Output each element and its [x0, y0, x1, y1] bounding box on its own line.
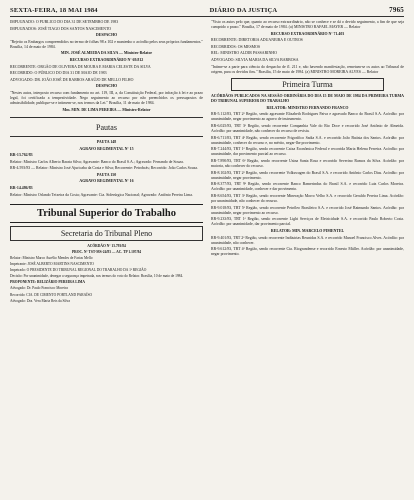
paragraph: ADVOGADO: SILVIA MARIA DA SILVA BARBOSA — [211, 58, 299, 63]
paragraph: "Nestes autos, interposto recurso com fundamento no art. 119, III, a, da Constituição Federal, por infração à lei e ao prazo legal, foi certificada a tempestividade. Nego seguimento ao recurso por não preenchidos os pressupostos de admissibilidade, publique-se e intimem-se, nos termos da Lei." Brasília, 11 de maio de 1984. — [10, 91, 203, 106]
turma-title: Primeira Turma — [231, 78, 384, 91]
paragraph: "Intime-se a parte para ciência do despacho de fl. 211 e, não havendo manifestação, remetam-se os autos ao Tribunal de origem, para os devidos fins." Brasília, 15 de maio de 1984. (a) MINISTRO MOREIRA ALVES — Relator — [211, 64, 404, 74]
paragraph-heading: PROC. Nº TST-MS-24/83 — AC. TP 1.107/84 — [71, 249, 142, 254]
paragraph: Relator: Ministro Orlando Teixeira da Costa; Agravante: Cia. Siderúrgica Nacional; Agravado: Antônio Pereira Lima. — [10, 192, 193, 197]
paragraph: RECORRENTE: DIRETORIA ADUANEIRA E OUTROS — [211, 38, 303, 43]
paragraph-heading: PAUTA 150 — [96, 172, 117, 177]
list-item: RR-9.612/83, TRT 4ª Região, sendo recorrente Cia. Riograndense e recorrido Ernesto Müller. Acórdão: por unanimidade, negar provimento. — [211, 247, 404, 257]
header-publication: DIÁRIO DA JUSTIÇA — [209, 7, 278, 14]
section-title: Secretaria do Tribunal Pleno — [60, 228, 153, 238]
paragraph: RECORRENTE: ORGÃO DE OLIVEIRA DE MOURA E MARIA CELESTE DA SILVA — [10, 64, 151, 69]
pautas-section — [10, 117, 203, 137]
paragraph: RR-13.762/83 — [10, 153, 33, 158]
signature-line: MIN. JOSÉ ALMEIDA DA SILVA — Ministro-Relator — [60, 51, 153, 56]
paragraph: IMPUGNADO: O PÚBLICO DO DIA 31 DE SETEMBRO DE 1983 — [10, 20, 119, 24]
right-column — [211, 20, 404, 305]
paragraph: ADVOGADO: DR. JOÃO JOSÉ DE BARROS ARAÚJO DE MELLO FILHO — [10, 77, 134, 82]
paragraph: RR-4.593/83 — Relator: Ministro José Ajuricaba da Costa e Silva; Recorrente: Petrobrás; Recorrido: João Carlos Sousa. — [10, 166, 198, 171]
left-column — [10, 20, 203, 305]
list-item: RR-7.244/83, TRT 1ª Região, sendo recorrente Caixa Econômica Federal e recorrida Maria Helena Ferreira. Acórdão: por unanimidade, dar provimento parcial ao recurso. — [211, 147, 404, 157]
section-title: Pautas — [96, 122, 117, 132]
paragraph-heading: RELATOR: MINISTRO FERNANDO FRANCO — [266, 105, 349, 110]
list-item: RR-8.377/83, TRT 9ª Região, sendo recorrente Banco Bamerindus do Brasil S.A. e recorrido Luiz Carlos Moreira. Acórdão: por unanimidade, conhecer e dar provimento. — [211, 182, 404, 192]
header-date: SEXTA-FEIRA, 18 MAI 1984 — [10, 7, 98, 14]
paragraph: Advogado: Dr. Paulo Francisco Moreira — [10, 286, 68, 291]
paragraph: RR-14.486/83 — [10, 186, 33, 191]
paragraph: "Visto os autos pelo que, quanto ao recurso extraordinário, não se conhece e se dá o devido seguimento, a fim de que seja cumprido o prazo." Brasília, 17 de maio de 1984. (a) MINISTRO RAFAEL MAYER — Relator — [211, 20, 404, 30]
list-item: RR-8.102/83, TRT 2ª Região, sendo recorrente Volkswagen do Brasil S.A. e recorrido Antônio Carlos Dias. Acórdão: por unanimidade, negar provimento. — [211, 170, 404, 180]
paragraph: REL: MINISTRO ALDIR PASSARINHO — [211, 51, 277, 56]
header-page-number: 7965 — [389, 6, 404, 14]
paragraph: "Rejeito os Embargos compreendidos no termo de folhas 98 a 102 e mantenho o acórdão pelos seus próprios fundamentos." Brasília, 14 de maio de 1984. — [10, 39, 203, 49]
paragraph: Recorrido: CIA. DE CIMENTO PORTLAND PARAÍSO — [10, 292, 93, 297]
paragraph: IMPUGNADOS: JOSÉ TIAGO DOS SANTOS NASCIMENTO — [10, 26, 112, 31]
list-item: RR-6.025/83, TRT 3ª Região, sendo recorrente Companhia Vale do Rio Doce e recorrido José Antônio de Almeida. Acórdão: por unanimidade, não conhecer do recurso de revista. — [211, 123, 404, 133]
paragraph-heading: DESPACHO — [95, 33, 118, 38]
paragraph-heading: AGRAVO REGIMENTAL Nº 15 — [79, 146, 134, 151]
signature-line: Mm. MIN. DE LIMA PEREIRA — Ministro-Relator — [62, 107, 151, 112]
paragraph: Advogado: Dra. Vera Maria Reis da Silva — [10, 298, 70, 303]
court-title: Tribunal Superior do Trabalho — [10, 204, 203, 223]
paragraph-heading: DESPACHO — [95, 84, 118, 89]
list-item: RR-9.233/83, TRT 1ª Região, sendo recorrente Light Serviços de Eletricidade S.A. e recorrido Paulo Roberto Costa. Acórdão: por unanimidade, dar provimento parcial. — [211, 217, 404, 227]
paragraph: Relator: Ministro Carlos Alberto Barata Silva; Agravante: Banco do Brasil S.A.; Agravado: Fernando de Souza. — [10, 159, 184, 164]
paragraph-heading: AGRAVO REGIMENTAL Nº 16 — [79, 179, 134, 184]
paragraph-heading: ACÓRDÃO Nº 13.793/84 — [87, 243, 126, 248]
page-header — [10, 6, 404, 17]
paragraph: Impetrado: O PRESIDENTE DO TRIBUNAL REGIONAL DO TRABALHO DA 1ª REGIÃO — [10, 268, 147, 273]
paragraph: RECORRIDO: O PÚBLICO DO DIA 31 DE MAIO DE 1983 — [10, 71, 107, 76]
paragraph: RECORRIDOS: OS MESMOS — [211, 44, 261, 49]
list-item: RR-5.112/83, TRT 2ª Região, sendo agravante Elizabeth Rodrigues Paiva e agravado Banco do Brasil S.A. Acórdão: por unanimidade, negar provimento ao agravo de instrumento. — [211, 112, 404, 122]
paragraph: PROPONENTE: BELIZÁRIO PEREIRA LIMA — [10, 280, 85, 285]
paragraph: Decisão: Por unanimidade, denegar a segurança impetrada, nos termos do voto do Relator. Brasília, 10 de maio de 1984. — [10, 274, 184, 279]
paragraph-heading: PAUTA 148 — [96, 139, 117, 144]
paragraph: Impetrante: JOSÉ ALBERTO MARTINS NASCIMENTO — [10, 262, 94, 267]
list-item: RR-9.018/83, TRT 5ª Região, sendo recorrente Petróleo Brasileiro S.A. e recorrido José Raimundo Santos. Acórdão: por unanimidade, negar provimento ao recurso. — [211, 205, 404, 215]
secretaria-box — [10, 226, 203, 241]
list-item: RR-7.890/83, TRT 6ª Região, sendo recorrente Usina Santa Rosa e recorrido Severino Ramos da Silva. Acórdão: por maioria, não conhecer do recurso. — [211, 158, 404, 168]
list-item: RR-6.711/83, TRT 4ª Região, sendo recorrente Frigorífico Sadia S.A. e recorrido João Batista dos Santos. Acórdão: por unanimidade, conhecer do recurso e, no mérito, negar-lhe provimento. — [211, 135, 404, 145]
paragraph-heading: RECURSO EXTRAORDINÁRIO Nº 71.403 — [270, 31, 345, 36]
list-item: RR-9.401/83, TRT 2ª Região, sendo recorrente Indústrias Reunidas S.A. e recorrido Manoel Francisco Alves. Acórdão: por unanimidade, não conhecer. — [211, 235, 404, 245]
paragraph-heading: RECURSO EXTRAORDINÁRIO Nº 69.812 — [69, 58, 144, 63]
columns — [10, 20, 404, 305]
paragraph-heading: RELATOR: MIN. MARCELO PIMENTEL — [270, 229, 345, 233]
list-item: RR-8.654/83, TRT 3ª Região, sendo recorrente Mineração Morro Velho S.A. e recorrido Geraldo Pereira Lima. Acórdão: por unanimidade, não conhecer do recurso. — [211, 193, 404, 204]
paragraph: Relator: Ministro Marco Aurélio Mendes de Farias Mello — [10, 255, 93, 260]
paragraph-heading: ACÓRDÃOS PUBLICADOS NA SESSÃO ORDINÁRIA DO DIA 15 DE MAIO DE 1984 DA PRIMEIRA TURMA DO TRIBUNAL SUPERIOR DO TRABALHO — [211, 93, 404, 103]
